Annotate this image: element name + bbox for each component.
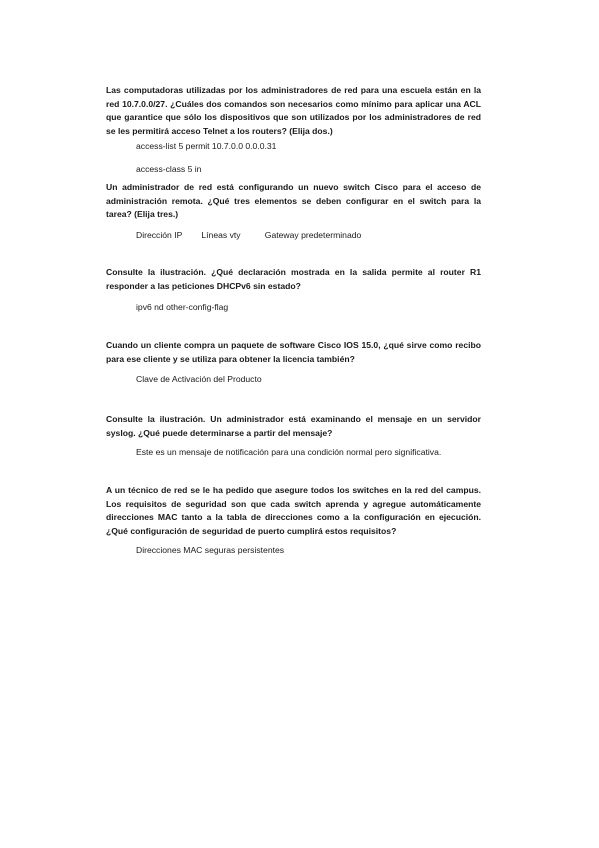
- question-5: Consulte la ilustración. Un administrador está examinando el mensaje en un servidor syslog. ¿Qué puede determinarse a partir del mensaje?: [106, 414, 481, 438]
- answer-1a: access-list 5 permit 10.7.0.0 0.0.0.31: [136, 141, 277, 151]
- question-1: Las computadoras utilizadas por los administradores de red para una escuela están en la red 10.7.0.0/27. ¿Cuáles dos comandos son necesarios como mínimo para aplicar una ACL que garantice que sólo los dispositivos que son utilizados por los administradores de red se les permitirá acceso Telnet a los routers? (Elija dos.): [106, 85, 481, 136]
- answer-3: ipv6 nd other-config-flag: [136, 302, 229, 312]
- answer-5: Este es un mensaje de notificación para una condición normal pero significativa.: [136, 447, 442, 457]
- answer-2-row: [136, 229, 361, 242]
- question-6: A un técnico de red se le ha pedido que asegure todos los switches en la red del campus. Los requisitos de seguridad son que cada switch aprenda y agregue automáticamente direcciones MAC tanto a la tabla de direcciones como a la configuración en ejecución. ¿Qué configuración de seguridad de puerto cumplirá estos requisitos?: [106, 485, 481, 536]
- answer-2a: Dirección IP: [136, 230, 183, 240]
- answer-1b: access-class 5 in: [136, 164, 202, 174]
- answer-6: Direcciones MAC seguras persistentes: [136, 545, 285, 555]
- question-3: Consulte la ilustración. ¿Qué declaración mostrada en la salida permite al router R1 responder a las peticiones DHCPv6 sin estado?: [106, 267, 481, 291]
- question-2: Un administrador de red está configurando un nuevo switch Cisco para el acceso de administración remota. ¿Qué tres elementos se deben configurar en el switch para la tarea? (Elija tres.): [106, 182, 481, 219]
- question-4: Cuando un cliente compra un paquete de software Cisco IOS 15.0, ¿qué sirve como recibo para ese cliente y se utiliza para obtener la licencia también?: [106, 340, 481, 364]
- answer-2b: Líneas vty: [201, 230, 241, 240]
- answer-4: Clave de Activación del Producto: [136, 374, 262, 384]
- answer-2c: Gateway predeterminado: [264, 230, 362, 240]
